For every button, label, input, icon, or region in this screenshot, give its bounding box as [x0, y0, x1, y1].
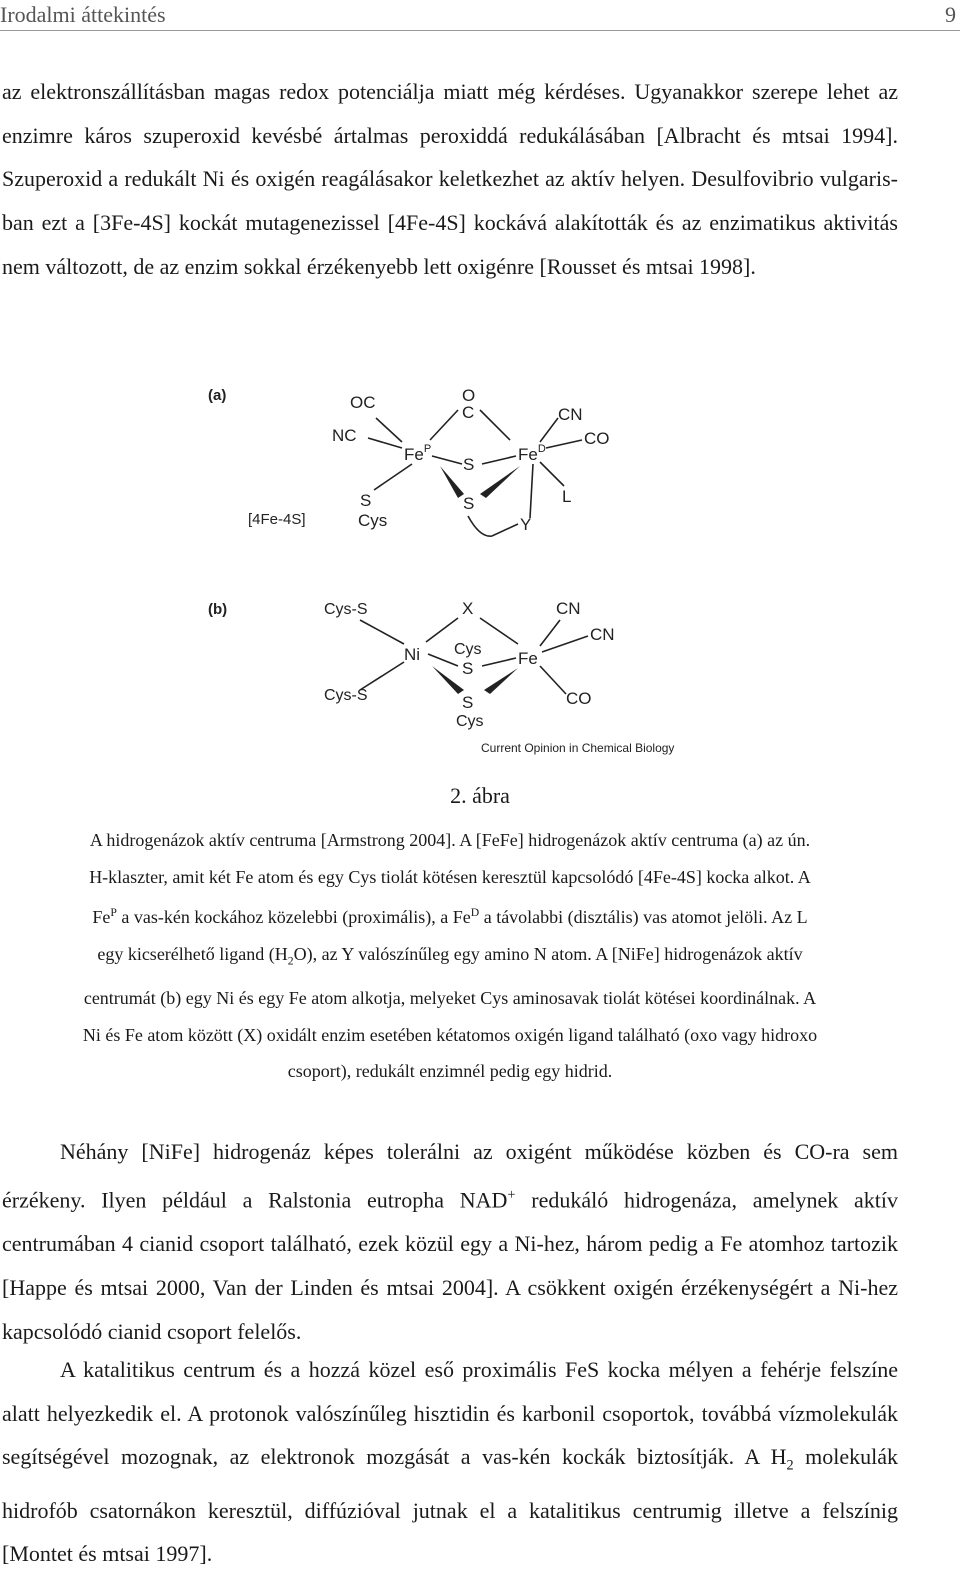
panel-b-cys-mid: Cys: [454, 641, 482, 658]
panel-a-cn: CN: [558, 405, 583, 424]
panel-b-wedge-left: [432, 666, 464, 694]
page-header: [0, 0, 960, 31]
panel-a-l: L: [562, 487, 572, 506]
panel-b-s-low: S: [462, 693, 474, 712]
paragraph-3: A katalitikus centrum és a hozzá közel eső proximális FeS kocka mélyen a fehérje felszíne alatt helyezkedik el. A protonok valószínűleg hisztidin és karbonil csoportok, továbbá vízmolekulák segítségével mozognak, az elektronok mozgását a vas-kén kockák biztosítják. A $H_2$ molekulák hidrofób csatornákon keresztül, diffúzióval jutnak el a katalitikus centrumig illetve a felszínig [Montet és mtsai 1997].: [2, 1357, 898, 1567]
panel-a-label: (a): [208, 387, 227, 404]
panel-b-label: (b): [208, 601, 228, 618]
panel-a-fe-d: $Fe^D$: [518, 443, 546, 464]
panel-b-cys-s-top: Cys-S: [324, 601, 368, 618]
panel-a-c: C: [462, 403, 475, 422]
panel-a-wedge-left: [440, 466, 464, 498]
active-site-figure: [200, 378, 720, 763]
panel-a-cys: Cys: [358, 511, 388, 530]
panel-a-bonds: [368, 410, 582, 536]
panel-b-s-mid: S: [462, 659, 474, 678]
active-site-diagram: [200, 378, 720, 763]
panel-a-fe-p: $Fe^P$: [404, 443, 432, 464]
paragraph-1: az elektronszállításban magas redox potenciálja miatt még kérdéses. Ugyanakkor szerepe lehet az enzimre káros szuperoxid kevésbé ártalmas peroxiddá redukálásában [Albracht és mtsai 1994]. Szuperoxid a redukált Ni és oxigén reagálásakor keletkezhet az aktív helyen. Desulfovibrio vulgaris-ban ezt a [3Fe-4S] kockát mutagenezissel [4Fe-4S] kockává alakították és az enzimatikus aktivitás nem változott, de az enzim sokkal érzékenyebb lett oxigénre [Rousset és mtsai 1998].: [2, 79, 898, 279]
panel-a-co: CO: [584, 429, 610, 448]
panel-a-s-low: S: [463, 494, 475, 513]
panel-a-s-cys: S: [360, 491, 372, 510]
figure-caption: A hidrogenázok aktív centruma [Armstrong 2004]. A [FeFe] hidrogenázok aktív centruma (a) az ún. H-klaszter, amit két Fe atom és egy Cys tiolát kötésen keresztül kapcsolódó [4Fe-4S] kocka alkot. A $Fe^P$ a vas-kén kockához közelebbi (proximális), a $Fe^D$ a távolabbi (disztális) vas atomot jelöli. Az L egy kicserélhető ligand $(H_2O)$, az Y valószínűleg egy amino N atom. A [NiFe] hidrogenázok aktív centrumát (b) egy Ni és egy Fe atom alkotja, melyeket Cys aminosavak tiolát kötései koordinálnak. A Ni és Fe atom között (X) oxidált enzim esetében kétatomos oxigén ligand található (oxo vagy hidroxo csoport), redukált enzimnél pedig egy hidrid.: [82, 830, 818, 1082]
panel-b-cys-low: Cys: [456, 713, 484, 730]
panel-b-co: CO: [566, 689, 592, 708]
panel-a-o: O: [462, 386, 476, 405]
figure-label: 2. ábra: [450, 783, 510, 808]
panel-a-s-bridge: S: [463, 455, 475, 474]
panel-b-x: X: [462, 599, 474, 618]
panel-a-oc: OC: [350, 393, 376, 412]
panel-a-cluster: [4Fe-4S]: [248, 511, 306, 528]
section-title: Irodalmi áttekintés: [0, 2, 166, 27]
page-number: 9: [945, 2, 956, 27]
panel-b-cn-top: CN: [556, 599, 581, 618]
panel-b-fe: Fe: [518, 649, 538, 668]
figure-credit: Current Opinion in Chemical Biology: [481, 741, 675, 755]
panel-b-wedge-right: [484, 668, 518, 694]
panel-b-cn-right: CN: [590, 625, 615, 644]
panel-b-cys-s-bottom: Cys-S: [324, 687, 368, 704]
panel-b-ni: Ni: [404, 645, 421, 664]
paragraph-2: Néhány [NiFe] hidrogenáz képes tolerálni az oxigént működése közben és CO-ra sem érzékeny. Ilyen például a Ralstonia eutropha NAD+ redukáló hidrogenáza, amelynek aktív centrumában 4 cianid csoport található, ezek közül egy a Ni-hez, három pedig a Fe atomhoz tartozik [Happe és mtsai 2000, Van der Linden és mtsai 2004]. A csökkent oxigén érzékenységért a Ni-hez kapcsolódó cianid csoport felelős.: [2, 1139, 898, 1344]
panel-a-y: Y: [520, 515, 532, 534]
panel-a-wedge-right: [480, 466, 520, 498]
panel-a-nc: NC: [332, 426, 357, 445]
